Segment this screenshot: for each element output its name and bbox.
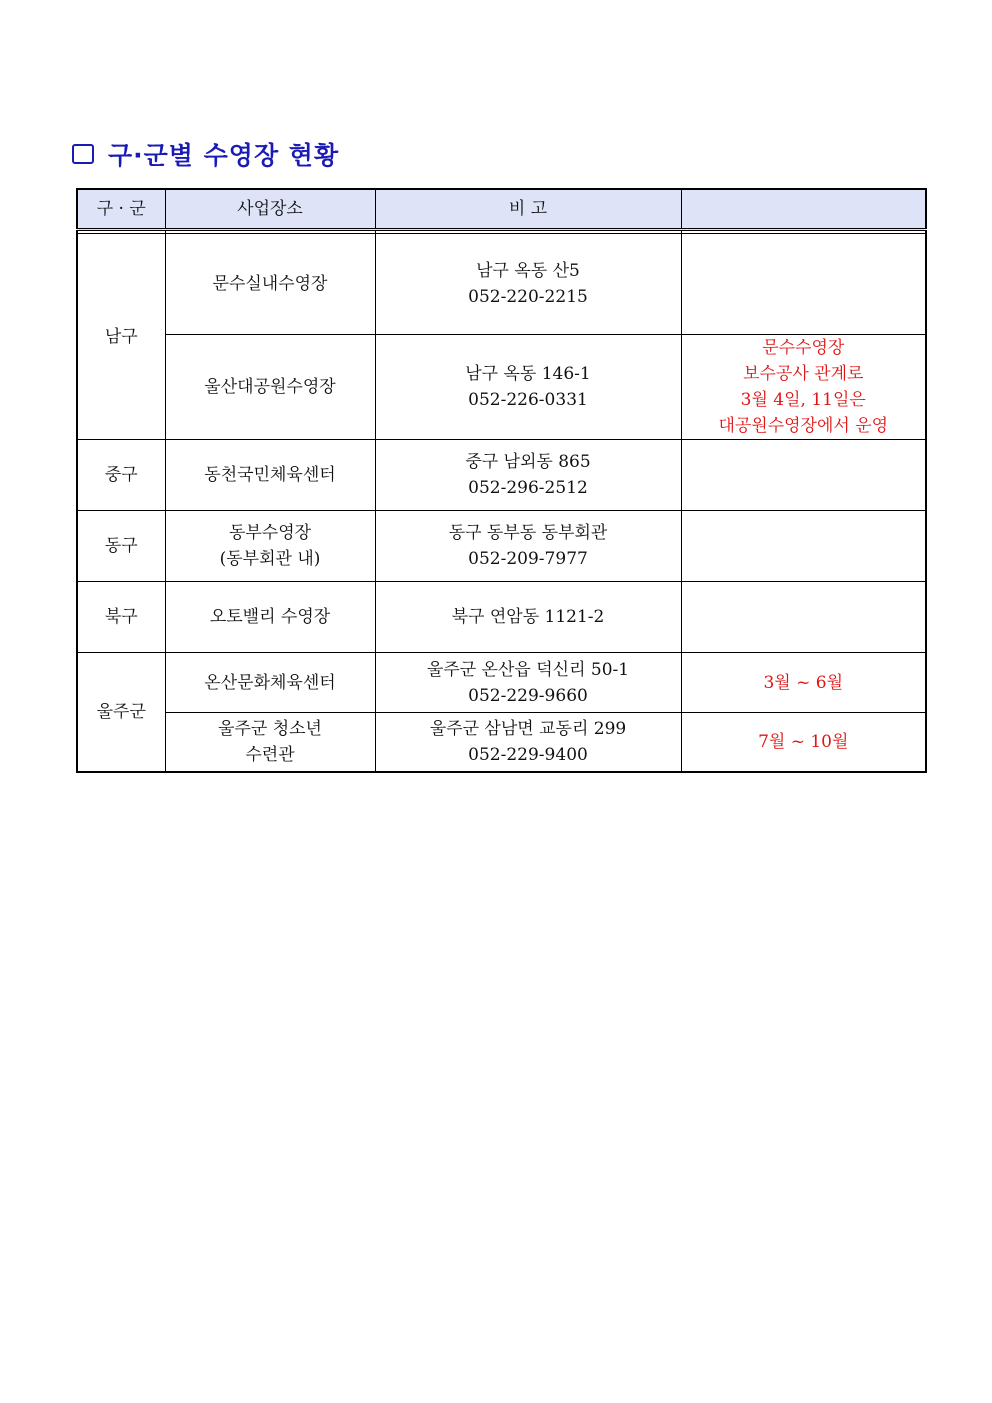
facility-name: 문수실내수영장 (212, 274, 328, 294)
address-text: 울주군 삼남면 교동리 299 (429, 718, 627, 739)
section-heading (72, 136, 339, 172)
district-cell: 남구 (77, 234, 165, 440)
facility-name: 온산문화체육센터 (204, 672, 336, 693)
phone-text: 052-229-9400 (468, 744, 588, 765)
address-cell (375, 335, 681, 440)
note-cell (681, 234, 926, 335)
facility-cell (165, 511, 375, 582)
district-cell: 북구 (77, 582, 165, 653)
table-row (77, 234, 926, 335)
note-line: 3월 ~ 6월 (763, 672, 844, 693)
note-line: 문수수영장 (762, 338, 845, 358)
address-text: 중구 남외동 865 (465, 452, 591, 472)
address-cell (375, 582, 681, 653)
address-cell (375, 511, 681, 582)
header-district: 구 · 군 (77, 189, 165, 230)
facility-name: (동부회관 내) (219, 549, 321, 569)
address-text: 울주군 온산읍 덕신리 50-1 (426, 659, 630, 680)
address-cell (375, 234, 681, 335)
note-line: 보수공사 관계로 (743, 364, 864, 384)
address-cell (375, 653, 681, 713)
phone-text: 052-296-2512 (468, 478, 588, 498)
district-cell: 울주군 (77, 653, 165, 772)
table-row (77, 653, 926, 713)
address-cell (375, 713, 681, 772)
table-row (77, 335, 926, 440)
facility-name: 울산대공원수영장 (204, 377, 336, 397)
note-cell (681, 653, 926, 713)
phone-text: 052-220-2215 (468, 287, 588, 307)
facility-cell (165, 653, 375, 713)
address-text: 남구 옥동 산5 (476, 261, 580, 281)
empty-square-icon (72, 144, 94, 164)
phone-text: 052-209-7977 (468, 549, 588, 569)
address-text: 동구 동부동 동부회관 (448, 523, 608, 543)
header-extra (681, 189, 926, 230)
table-header-row (77, 189, 926, 230)
note-cell (681, 511, 926, 582)
facility-cell (165, 440, 375, 511)
note-cell (681, 582, 926, 653)
note-line: 3월 4일, 11일은 (740, 390, 866, 410)
facility-cell (165, 582, 375, 653)
facility-name: 동천국민체육센터 (204, 465, 336, 485)
note-cell (681, 713, 926, 772)
note-line: 대공원수영장에서 운영 (718, 416, 889, 436)
note-cell (681, 440, 926, 511)
phone-text: 052-226-0331 (468, 390, 588, 410)
header-facility: 사업장소 (165, 189, 375, 230)
table-row (77, 511, 926, 582)
header-remarks: 비 고 (375, 189, 681, 230)
facility-cell (165, 335, 375, 440)
facility-name: 동부수영장 (228, 523, 312, 543)
facility-name: 오토밸리 수영장 (209, 607, 331, 627)
district-cell: 동구 (77, 511, 165, 582)
district-cell: 중구 (77, 440, 165, 511)
page-title: 구·군별 수영장 현황 (108, 141, 340, 170)
facility-name: 울주군 청소년 (218, 718, 322, 739)
note-line: 7월 ~ 10월 (758, 731, 849, 752)
table-row (77, 440, 926, 511)
swimming-pool-table (76, 188, 927, 773)
address-text: 남구 옥동 146-1 (465, 364, 591, 384)
table-row (77, 713, 926, 772)
facility-cell (165, 234, 375, 335)
phone-text: 052-229-9660 (468, 685, 588, 706)
table-row (77, 582, 926, 653)
facility-name: 수련관 (245, 744, 295, 765)
address-cell (375, 440, 681, 511)
note-cell (681, 335, 926, 440)
facility-cell (165, 713, 375, 772)
address-text: 북구 연암동 1121-2 (451, 607, 605, 627)
